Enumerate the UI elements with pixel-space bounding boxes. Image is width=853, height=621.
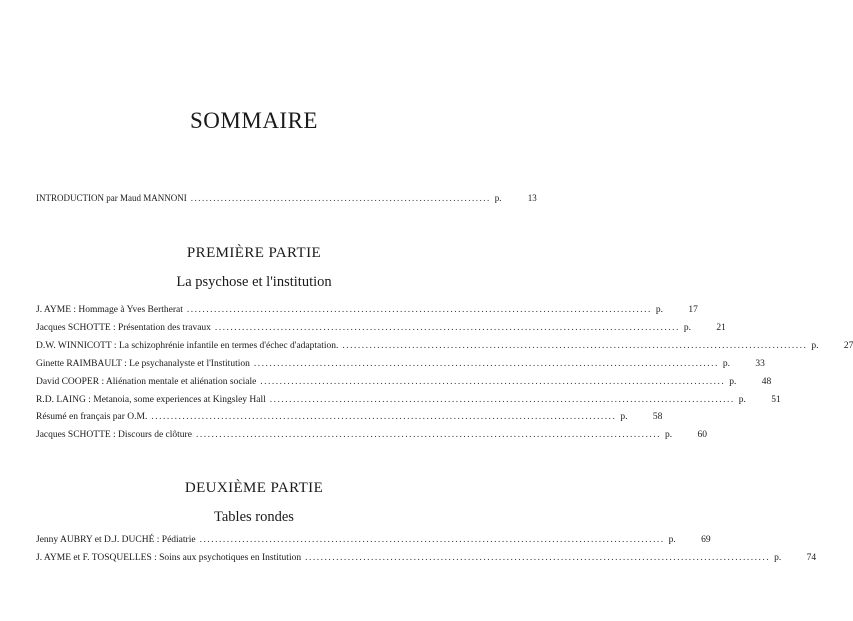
toc-entry-text: Ginette RAIMBAULT : Le psychanalyste et l'Institution: [36, 358, 250, 369]
toc-entry-text: Jenny AUBRY et D.J. DUCHÉ : Pédiatrie: [36, 535, 196, 545]
dot-leader: ........................................................................................................................: [214, 322, 680, 333]
toc-entry: [36, 412, 663, 426]
part-heading-1: PREMIÈRE PARTIE: [186, 245, 322, 261]
toc-entry: [36, 430, 707, 444]
toc-entry-text: Jacques SCHOTTE : Discours de clôture: [36, 430, 192, 441]
toc-entry: [36, 552, 817, 567]
page-prefix: p.: [729, 376, 737, 387]
page-prefix: p.: [683, 322, 692, 333]
page-number: 17: [688, 305, 698, 315]
page-prefix: p.: [811, 340, 819, 351]
dot-leader: ........................................................................................................................: [305, 552, 771, 563]
page-number: 21: [716, 322, 726, 333]
toc-entry-introduction: [36, 193, 537, 207]
page-title: SOMMAIRE: [190, 108, 318, 133]
page-number: 13: [527, 193, 537, 203]
toc-entry: [36, 535, 711, 549]
page-prefix: p.: [664, 430, 673, 441]
dot-leader: ........................................................................................................................: [253, 358, 719, 369]
dot-leader: ........................................................................................................................: [186, 305, 652, 315]
page-prefix: p.: [494, 193, 502, 203]
toc-entry-text: David COOPER : Aliénation mentale et aliénation sociale: [36, 376, 257, 387]
toc-entry: [36, 394, 781, 409]
page-number: 27: [843, 340, 853, 351]
page-number: 51: [771, 394, 781, 405]
toc-entry: [36, 358, 765, 373]
dot-leader: ........................................................................................................................: [260, 376, 726, 387]
page-number: 48: [761, 376, 772, 387]
toc-entry: [36, 322, 726, 337]
page-number: 33: [755, 358, 765, 369]
toc-entry: [36, 340, 853, 355]
toc-entry-text: Résumé en français par O.M.: [36, 412, 148, 423]
toc-entry: [36, 376, 772, 391]
toc-entry-text: D.W. WINNICOTT : La schizophrénie infantile en termes d'échec d'adaptation.: [36, 340, 339, 351]
toc-entry-text: INTRODUCTION par Maud MANNONI: [36, 193, 187, 203]
page-prefix: p.: [655, 305, 664, 315]
dot-leader: ........................................................................................................................: [199, 535, 665, 545]
toc-entry-text: Jacques SCHOTTE : Présentation des travaux: [36, 322, 211, 333]
dot-leader: ........................................................................................................................: [342, 340, 808, 351]
toc-entry-text: J. AYME et F. TOSQUELLES : Soins aux psychotiques en Institution: [36, 552, 302, 563]
dot-leader: ........................................................................................................................: [151, 412, 617, 423]
page-prefix: p.: [668, 535, 676, 545]
toc-entry-text: R.D. LAING : Metanoia, some experiences at Kingsley Hall: [36, 394, 266, 405]
page-number: 74: [806, 552, 817, 563]
part-subheading-2: Tables rondes: [214, 509, 294, 525]
part-subheading-1: La psychose et l'institution: [176, 274, 332, 290]
toc-entry-text: J. AYME : Hommage à Yves Bertherat: [36, 305, 183, 315]
toc-entry: [36, 305, 698, 319]
page-prefix: p.: [774, 552, 782, 563]
dot-leader: ........................................................................................................................: [269, 394, 735, 405]
page-number: 69: [701, 535, 711, 545]
dot-leader: ........................................................................................................................: [195, 430, 661, 441]
page-prefix: p.: [620, 412, 628, 423]
page-prefix: p.: [738, 394, 746, 405]
page-prefix: p.: [722, 358, 730, 369]
page-number: 60: [697, 430, 707, 441]
dot-leader: ................................................................................: [190, 193, 491, 203]
page-number: 58: [652, 412, 663, 423]
part-heading-2: DEUXIÈME PARTIE: [184, 480, 324, 496]
